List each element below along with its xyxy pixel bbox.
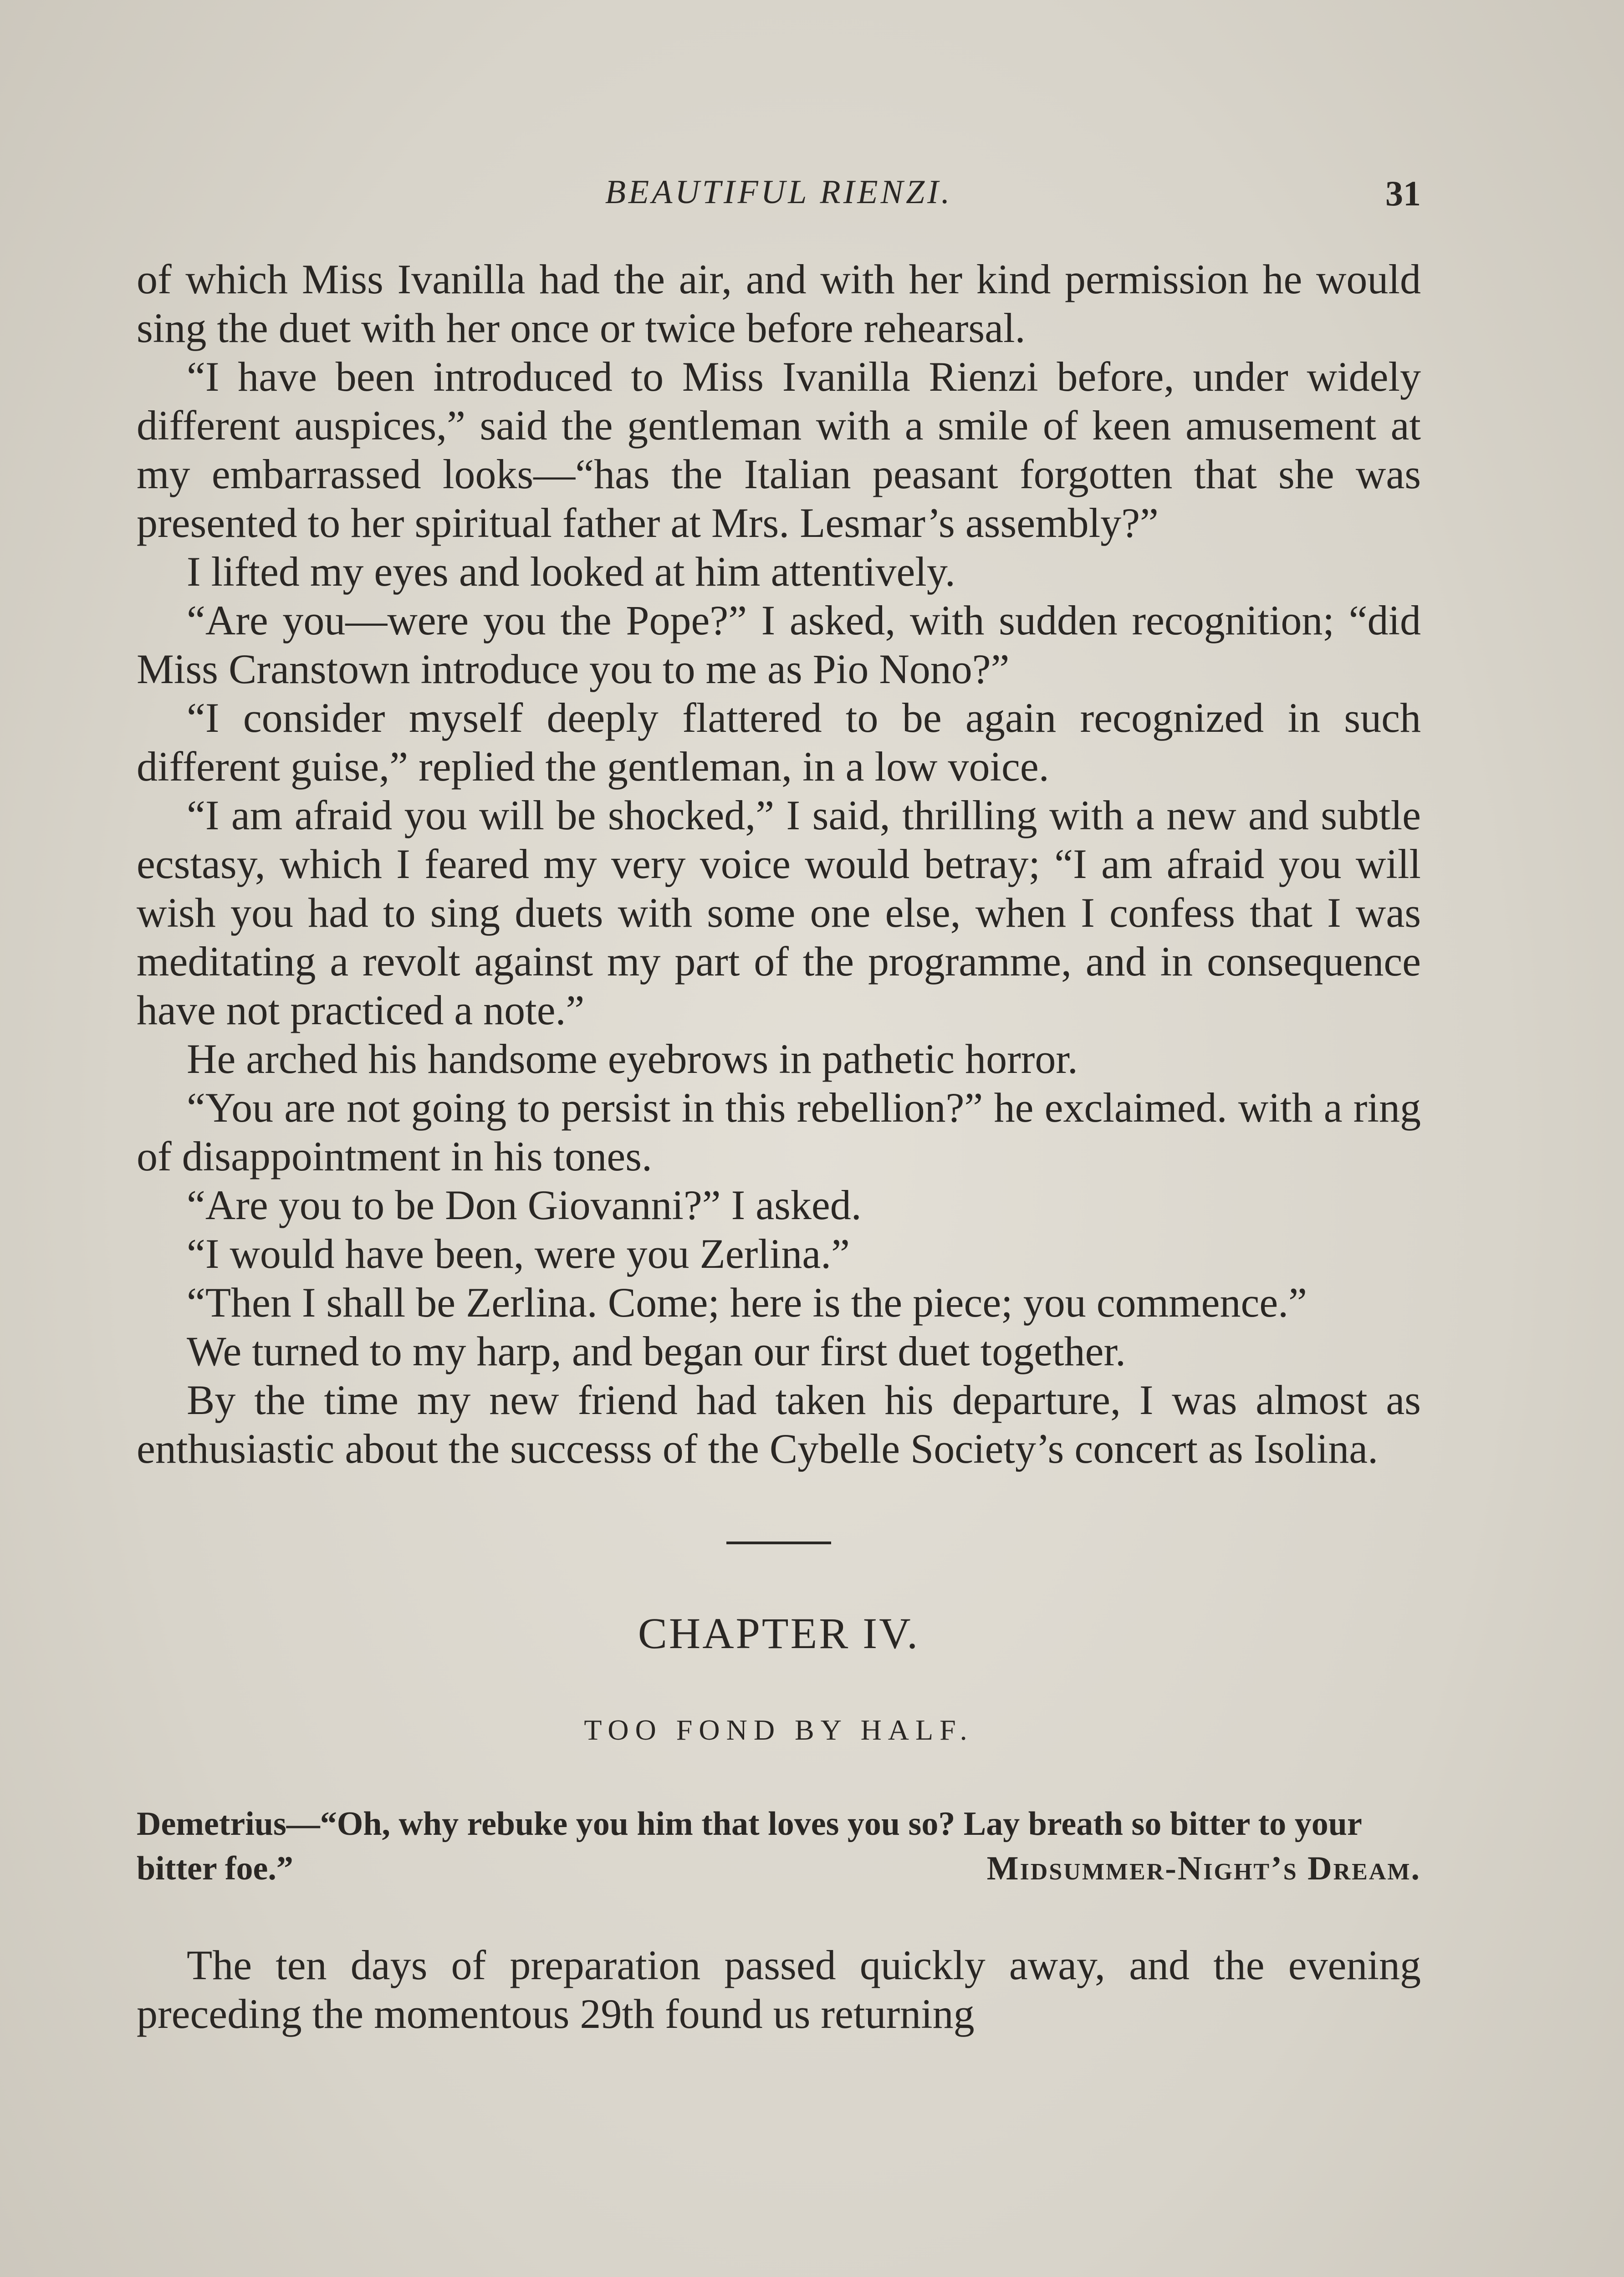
page-number: 31 [1385,174,1421,213]
paragraph: “Are you—were you the Pope?” I asked, with sudden recognition; “did Miss Cranstown introduce you to me as Pio Nono?” [137,597,1421,692]
paragraph: By the time my new friend had taken his departure, I was almost as enthusiastic about the successs of the Cybelle Society’s concert as Isolina. [137,1377,1421,1472]
running-head [137,173,1421,228]
paragraph: “I am afraid you will be shocked,” I said, thrilling with a new and subtle ecstasy, which I feared my very voice would betray; “I am afraid you will wish you had to sing duets with some one else, when I confess that I was meditating a revolt against my part of the programme, and in consequence have not practiced a note.” [137,792,1421,1033]
epigraph-source: Midsummer-Night’s Dream. [986,1850,1421,1887]
running-title: BEAUTIFUL RIENZI. [605,174,953,211]
epigraph-text: Demetrius—“Oh, why rebuke you him that loves you so? Lay breath so bitter to your bitter foe.” [137,1805,1362,1887]
paragraph: “I have been introduced to Miss Ivanilla Rienzi before, under widely different auspices,” said the gentleman with a smile of keen amusement at my embarrassed looks—“has the Italian peasant forgotten that she was presented to her spiritual father at Mrs. Lesmar’s assembly?” [137,353,1421,546]
paragraph: I lifted my eyes and looked at him attentively. [187,548,955,595]
paragraph: “I consider myself deeply flattered to be again recognized in such different guise,” replied the gentleman, in a low voice. [137,694,1421,790]
section-separator [726,1542,831,1544]
paragraph: He arched his handsome eyebrows in pathetic horror. [187,1036,1078,1082]
paragraph: “Are you to be Don Giovanni?” I asked. [187,1182,862,1228]
chapter-subtitle: TOO FOND BY HALF. [584,1714,974,1746]
paragraph: “Then I shall be Zerlina. Come; here is the piece; you commence.” [187,1279,1307,1326]
text-block [137,255,1421,2038]
chapter-title: CHAPTER IV. [638,1609,920,1658]
spacer [137,1891,1421,1941]
epigraph [137,1802,1421,1891]
chapter-opening-paragraph: The ten days of preparation passed quickly away, and the evening preceding the momentous 29th found us returning [137,1942,1421,2037]
paragraph: of which Miss Ivanilla had the air, and with her kind permission he would sing the duet with her once or twice before rehearsal. [137,256,1421,351]
paragraph: “You are not going to persist in this rebellion?” he exclaimed. with a ring of disappointment in his tones. [137,1084,1421,1179]
paragraph: “I would have been, were you Zerlina.” [187,1230,850,1277]
paragraph: We turned to my harp, and began our first duet together. [187,1328,1126,1374]
